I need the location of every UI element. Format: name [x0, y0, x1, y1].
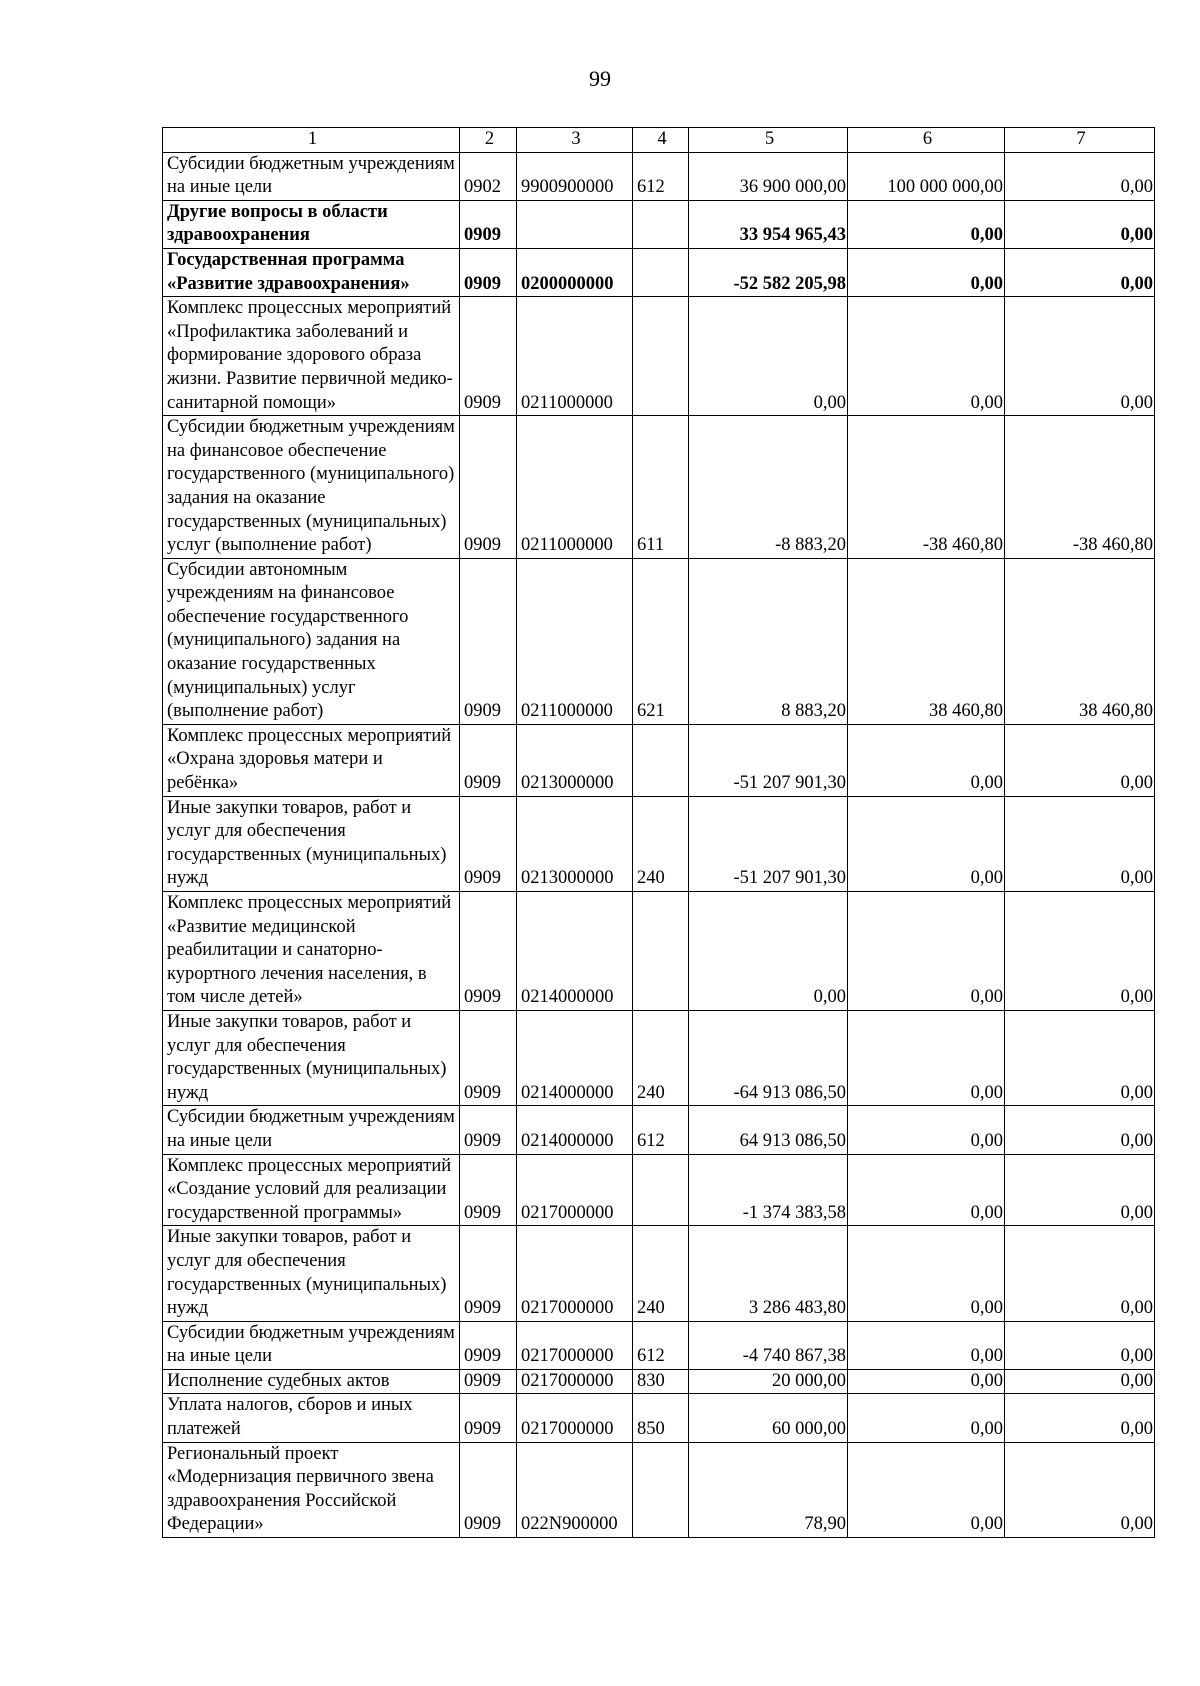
row-section-cell: 0909 — [460, 1106, 517, 1154]
row-target-cell — [517, 200, 633, 248]
table-row — [163, 200, 1155, 248]
row-target-cell: 0217000000 — [517, 1369, 633, 1394]
table-row — [163, 1442, 1155, 1537]
row-value-6-cell: 0,00 — [848, 1321, 1005, 1369]
row-section-cell: 0909 — [460, 558, 517, 724]
row-value-5-cell: 36 900 000,00 — [689, 152, 848, 200]
row-value-7-cell: 0,00 — [1005, 1226, 1155, 1321]
row-target-cell: 0217000000 — [517, 1394, 633, 1442]
row-value-7-cell: 0,00 — [1005, 152, 1155, 200]
row-value-5-cell: 78,90 — [689, 1442, 848, 1537]
row-value-5-cell: -8 883,20 — [689, 416, 848, 559]
row-target-cell: 0214000000 — [517, 1010, 633, 1105]
row-section-cell: 0909 — [460, 796, 517, 891]
row-value-6-cell: 0,00 — [848, 1106, 1005, 1154]
row-name-cell: Комплекс процессных мероприятий «Охрана здоровья матери и ребёнка» — [163, 724, 460, 796]
row-value-5-cell: 64 913 086,50 — [689, 1106, 848, 1154]
budget-table — [162, 127, 1155, 1538]
row-value-5-cell: 0,00 — [689, 892, 848, 1011]
table-row — [163, 297, 1155, 416]
row-value-5-cell: -51 207 901,30 — [689, 724, 848, 796]
row-type-cell: 612 — [633, 1106, 689, 1154]
row-value-6-cell: 0,00 — [848, 297, 1005, 416]
row-value-6-cell: 100 000 000,00 — [848, 152, 1005, 200]
row-value-5-cell: -64 913 086,50 — [689, 1010, 848, 1105]
row-target-cell: 0211000000 — [517, 416, 633, 559]
row-name-cell: Комплекс процессных мероприятий «Создание условий для реализации государственной программы» — [163, 1154, 460, 1226]
row-value-5-cell: 3 286 483,80 — [689, 1226, 848, 1321]
row-value-6-cell: 38 460,80 — [848, 558, 1005, 724]
row-section-cell: 0909 — [460, 1154, 517, 1226]
table-row — [163, 248, 1155, 296]
row-value-7-cell: 0,00 — [1005, 1010, 1155, 1105]
header-row — [163, 128, 1155, 153]
row-value-6-cell: 0,00 — [848, 724, 1005, 796]
header-cell: 6 — [848, 128, 1005, 153]
row-type-cell — [633, 724, 689, 796]
row-type-cell: 240 — [633, 1010, 689, 1105]
row-target-cell: 0214000000 — [517, 1106, 633, 1154]
row-value-7-cell: 0,00 — [1005, 1154, 1155, 1226]
row-value-7-cell: 0,00 — [1005, 796, 1155, 891]
row-type-cell: 830 — [633, 1369, 689, 1394]
header-cell: 7 — [1005, 128, 1155, 153]
row-value-6-cell: 0,00 — [848, 200, 1005, 248]
row-type-cell: 240 — [633, 796, 689, 891]
row-value-5-cell: 20 000,00 — [689, 1369, 848, 1394]
row-type-cell — [633, 297, 689, 416]
row-name-cell: Иные закупки товаров, работ и услуг для обеспечения государственных (муниципальных) нужд — [163, 796, 460, 891]
row-value-6-cell: 0,00 — [848, 1154, 1005, 1226]
row-section-cell: 0909 — [460, 1321, 517, 1369]
table-row — [163, 1321, 1155, 1369]
row-type-cell: 611 — [633, 416, 689, 559]
row-value-7-cell: 0,00 — [1005, 248, 1155, 296]
row-value-7-cell: 0,00 — [1005, 1442, 1155, 1537]
row-name-cell: Субсидии автономным учреждениям на финансовое обеспечение государственного (муниципального) задания на оказание государственных (муниципальных) услуг (выполнение работ) — [163, 558, 460, 724]
row-value-5-cell: -51 207 901,30 — [689, 796, 848, 891]
header-cell: 1 — [163, 128, 460, 153]
row-name-cell: Субсидии бюджетным учреждениям на иные цели — [163, 1106, 460, 1154]
row-section-cell: 0909 — [460, 1442, 517, 1537]
row-type-cell: 621 — [633, 558, 689, 724]
row-section-cell: 0909 — [460, 416, 517, 559]
row-name-cell: Субсидии бюджетным учреждениям на иные цели — [163, 152, 460, 200]
row-target-cell: 022N900000 — [517, 1442, 633, 1537]
row-type-cell — [633, 248, 689, 296]
table-row — [163, 796, 1155, 891]
row-type-cell — [633, 200, 689, 248]
header-cell: 5 — [689, 128, 848, 153]
row-value-5-cell: 60 000,00 — [689, 1394, 848, 1442]
row-name-cell: Иные закупки товаров, работ и услуг для обеспечения государственных (муниципальных) нужд — [163, 1010, 460, 1105]
row-value-5-cell: -1 374 383,58 — [689, 1154, 848, 1226]
table-row — [163, 724, 1155, 796]
row-section-cell: 0909 — [460, 1369, 517, 1394]
row-type-cell: 612 — [633, 1321, 689, 1369]
row-value-5-cell: -52 582 205,98 — [689, 248, 848, 296]
row-name-cell: Субсидии бюджетным учреждениям на иные цели — [163, 1321, 460, 1369]
row-target-cell: 0213000000 — [517, 796, 633, 891]
row-section-cell: 0909 — [460, 1010, 517, 1105]
row-target-cell: 0211000000 — [517, 558, 633, 724]
header-cell: 2 — [460, 128, 517, 153]
table-row — [163, 558, 1155, 724]
table-row — [163, 1010, 1155, 1105]
row-target-cell: 0217000000 — [517, 1226, 633, 1321]
table-row — [163, 1369, 1155, 1394]
row-target-cell: 0213000000 — [517, 724, 633, 796]
row-name-cell: Региональный проект «Модернизация первичного звена здравоохранения Российской Федерации» — [163, 1442, 460, 1537]
row-name-cell: Уплата налогов, сборов и иных платежей — [163, 1394, 460, 1442]
row-value-5-cell: 33 954 965,43 — [689, 200, 848, 248]
row-name-cell: Иные закупки товаров, работ и услуг для обеспечения государственных (муниципальных) нужд — [163, 1226, 460, 1321]
row-value-6-cell: 0,00 — [848, 1010, 1005, 1105]
row-value-6-cell: 0,00 — [848, 1394, 1005, 1442]
table-row — [163, 416, 1155, 559]
table-row — [163, 1154, 1155, 1226]
row-section-cell: 0909 — [460, 1226, 517, 1321]
row-value-6-cell: 0,00 — [848, 1442, 1005, 1537]
row-name-cell: Государственная программа «Развитие здравоохранения» — [163, 248, 460, 296]
row-value-7-cell: 0,00 — [1005, 724, 1155, 796]
table-row — [163, 1106, 1155, 1154]
row-value-7-cell: 0,00 — [1005, 1321, 1155, 1369]
row-target-cell: 9900900000 — [517, 152, 633, 200]
row-target-cell: 0217000000 — [517, 1321, 633, 1369]
table-row — [163, 152, 1155, 200]
row-target-cell: 0211000000 — [517, 297, 633, 416]
row-value-7-cell: -38 460,80 — [1005, 416, 1155, 559]
row-value-6-cell: 0,00 — [848, 248, 1005, 296]
row-type-cell — [633, 892, 689, 1011]
page-number: 99 — [589, 66, 611, 91]
row-name-cell: Исполнение судебных актов — [163, 1369, 460, 1394]
row-name-cell: Другие вопросы в области здравоохранения — [163, 200, 460, 248]
row-target-cell: 0217000000 — [517, 1154, 633, 1226]
row-name-cell: Субсидии бюджетным учреждениям на финансовое обеспечение государственного (муниципального) задания на оказание государственных (муниципальных) услуг (выполнение работ) — [163, 416, 460, 559]
row-value-5-cell: -4 740 867,38 — [689, 1321, 848, 1369]
table-row — [163, 892, 1155, 1011]
row-name-cell: Комплекс процессных мероприятий «Развитие медицинской реабилитации и санаторно-курортного лечения населения, в том числе детей» — [163, 892, 460, 1011]
row-type-cell — [633, 1154, 689, 1226]
row-name-cell: Комплекс процессных мероприятий «Профилактика заболеваний и формирование здорового образа жизни. Развитие первичной медико-санитарной помощи» — [163, 297, 460, 416]
row-target-cell: 0200000000 — [517, 248, 633, 296]
table-row — [163, 1226, 1155, 1321]
row-type-cell — [633, 1442, 689, 1537]
row-value-7-cell: 38 460,80 — [1005, 558, 1155, 724]
header-cell: 4 — [633, 128, 689, 153]
row-value-6-cell: -38 460,80 — [848, 416, 1005, 559]
row-value-6-cell: 0,00 — [848, 796, 1005, 891]
row-section-cell: 0909 — [460, 724, 517, 796]
row-value-6-cell: 0,00 — [848, 1369, 1005, 1394]
row-section-cell: 0909 — [460, 892, 517, 1011]
row-type-cell: 850 — [633, 1394, 689, 1442]
row-value-7-cell: 0,00 — [1005, 1106, 1155, 1154]
row-type-cell: 240 — [633, 1226, 689, 1321]
row-value-7-cell: 0,00 — [1005, 1369, 1155, 1394]
row-section-cell: 0909 — [460, 297, 517, 416]
row-value-5-cell: 0,00 — [689, 297, 848, 416]
row-type-cell: 612 — [633, 152, 689, 200]
row-value-6-cell: 0,00 — [848, 1226, 1005, 1321]
row-section-cell: 0909 — [460, 248, 517, 296]
row-value-7-cell: 0,00 — [1005, 1394, 1155, 1442]
row-value-6-cell: 0,00 — [848, 892, 1005, 1011]
header-cell: 3 — [517, 128, 633, 153]
row-section-cell: 0909 — [460, 200, 517, 248]
row-value-7-cell: 0,00 — [1005, 892, 1155, 1011]
table-row — [163, 1394, 1155, 1442]
row-target-cell: 0214000000 — [517, 892, 633, 1011]
row-value-7-cell: 0,00 — [1005, 297, 1155, 416]
row-section-cell: 0902 — [460, 152, 517, 200]
row-value-5-cell: 8 883,20 — [689, 558, 848, 724]
row-value-7-cell: 0,00 — [1005, 200, 1155, 248]
row-section-cell: 0909 — [460, 1394, 517, 1442]
